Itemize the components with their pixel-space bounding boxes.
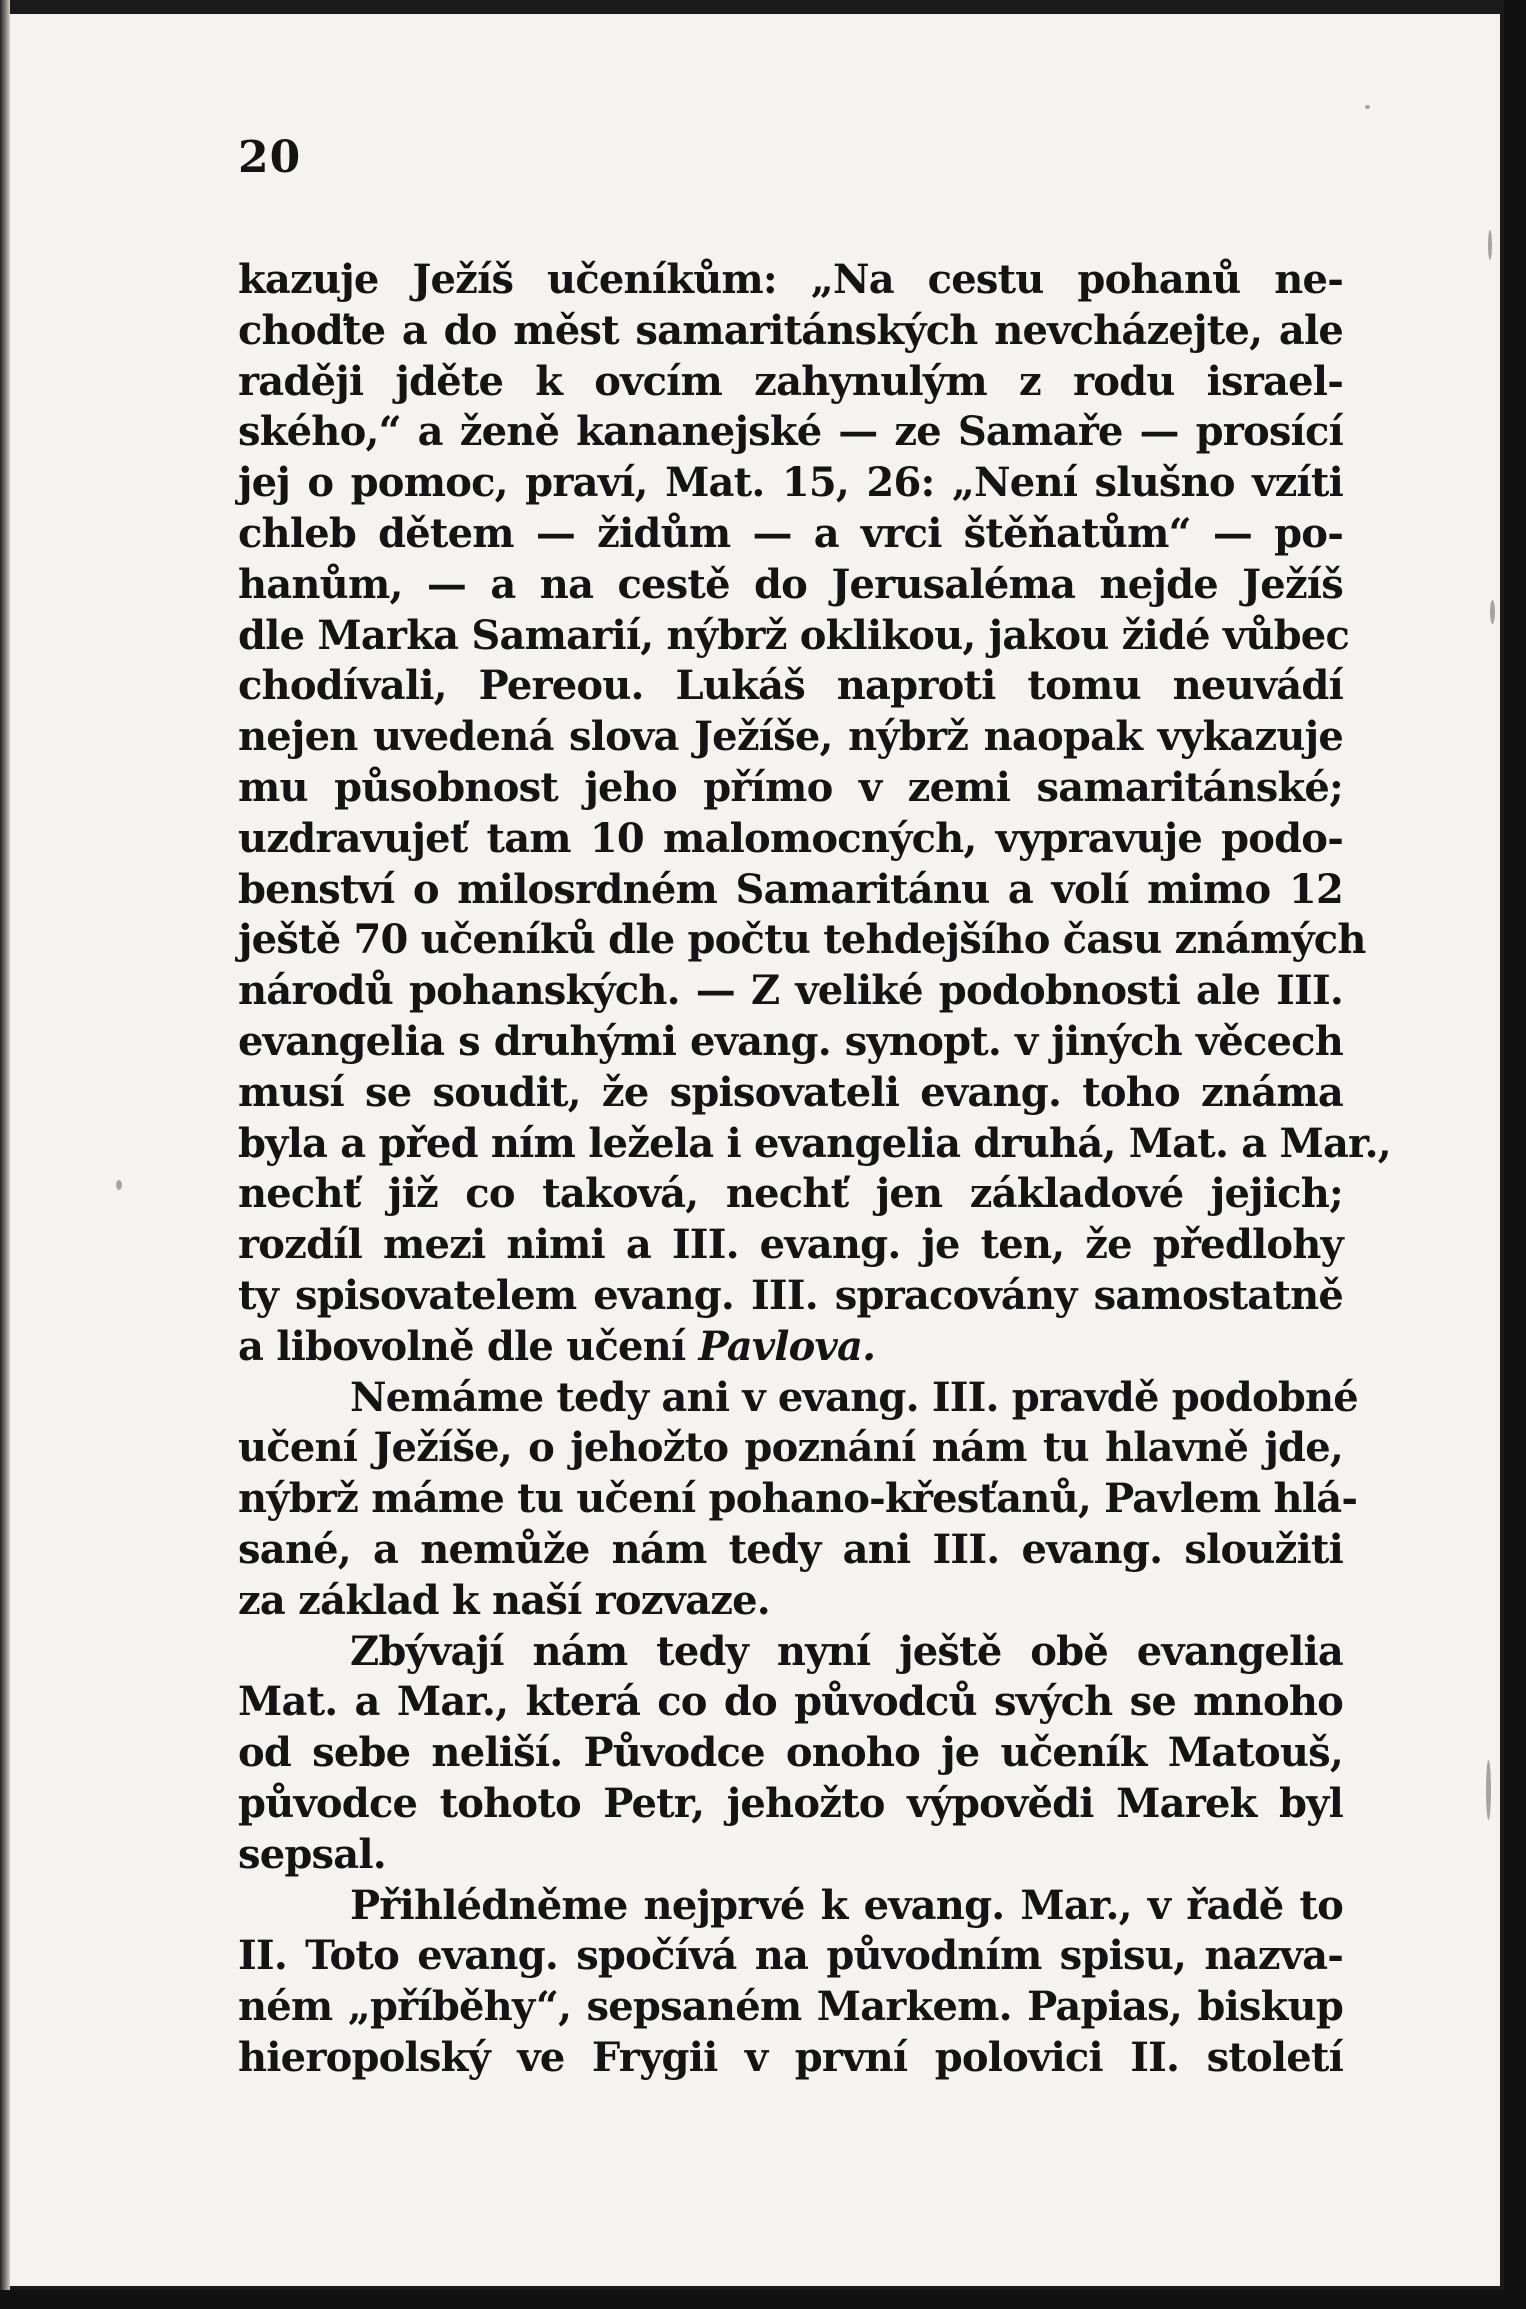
text-line: II. Toto evang. spočívá na původním spisu, nazva- (238, 1932, 1343, 1980)
text-line: musí se soudit, že spisovateli evang. toho známa (238, 1068, 1343, 1116)
text-line: kazuje Ježíš učeníkům: „Na cestu pohanů ne- (238, 256, 1343, 303)
text-line: ského,“ a ženě kananejské — ze Samaře — prosící (238, 408, 1343, 456)
text-line-paragraph-start: Přihlédněme nejprvé k evang. Mar., v řadě to (350, 1881, 1343, 1929)
paper-speck (1365, 105, 1370, 109)
text-line: hieropolský ve Frygii v první polovici II. století (238, 2033, 1343, 2081)
text-line: jej o pomoc, praví, Mat. 15, 26: „Není slušno vzíti (238, 459, 1343, 507)
paper-speck (116, 1180, 122, 1190)
text-line: sané, a nemůže nám tedy ani III. evang. sloužiti (238, 1525, 1343, 1573)
text-line-plain: a libovolně dle učení (238, 1322, 699, 1370)
paper-speck (1490, 600, 1495, 624)
text-line: původce tohoto Petr, jehožto výpovědi Marek byl (238, 1779, 1343, 1827)
text-line: uzdravujeť tam 10 malomocných, vypravuje podo- (238, 814, 1343, 862)
text-line: dle Marka Samarií, nýbrž oklikou, jakou židé vůbec (238, 611, 1349, 659)
text-line: národů pohanských. — Z veliké podobnosti ale III. (238, 967, 1343, 1015)
page-number: 20 (238, 132, 302, 183)
text-line: byla a před ním ležela i evangelia druhá, Mat. a Mar., (238, 1119, 1391, 1167)
text-line: ném „příběhy“, sepsaném Markem. Papias, biskup (238, 1983, 1343, 2031)
text-line: nýbrž máme tu učení pohano-křesťanů, Pavlem hlá- (238, 1475, 1358, 1523)
text-line: Mat. a Mar., která co do původců svých se mnoho (238, 1678, 1343, 1726)
text-line: od sebe neliší. Původce onoho je učeník Matouš, (238, 1729, 1343, 1777)
text-line: evangelia s druhými evang. synopt. v jiných věcech (238, 1017, 1343, 1065)
text-line: mu působnost jeho přímo v zemi samaritánské; (238, 763, 1343, 811)
text-line-paragraph-end: sepsal. (238, 1830, 386, 1878)
text-line: raději jděte k ovcím zahynulým z rodu israel- (238, 357, 1343, 405)
text-line: ty spisovatelem evang. III. spracovány samostatně (238, 1271, 1343, 1319)
paper-speck (1488, 230, 1492, 260)
text-line: rozdíl mezi nimi a III. evang. je ten, že předlohy (238, 1221, 1343, 1269)
text-line: chodívali, Pereou. Lukáš naproti tomu neuvádí (238, 662, 1343, 710)
text-line: chleb dětem — židům — a vrci štěňatům“ — po- (238, 509, 1343, 557)
body-text (238, 255, 1391, 2084)
text-line: nejen uvedená slova Ježíše, nýbrž naopak vykazuje (238, 713, 1343, 761)
text-line-paragraph-end: za základ k naší rozvaze. (238, 1576, 770, 1624)
scan-edge-top (0, 0, 1504, 14)
text-line-paragraph-start: Zbývají nám tedy nyní ještě obě evangelia (350, 1627, 1343, 1675)
scan-edge-left (0, 0, 10, 2290)
text-line: choďte a do měst samaritánských nevcházejte, ale (238, 306, 1343, 354)
paper-speck (1486, 1760, 1491, 1820)
text-line: hanům, — a na cestě do Jerusaléma nejde Ježíš (238, 560, 1343, 608)
text-line-paragraph-end (238, 1322, 1343, 1373)
text-line-paragraph-start: Nemáme tedy ani v evang. III. pravdě podobné (350, 1373, 1358, 1421)
text-line: benství o milosrdném Samaritánu a volí mimo 12 (238, 865, 1343, 913)
text-line: ještě 70 učeníků dle počtu tehdejšího času známých (238, 916, 1366, 964)
text-line: nechť již co taková, nechť jen základové jejich; (238, 1170, 1343, 1218)
text-line-italic: Pavlova. (698, 1322, 876, 1370)
text-line: učení Ježíše, o jehožto poznání nám tu hlavně jde, (238, 1424, 1343, 1472)
